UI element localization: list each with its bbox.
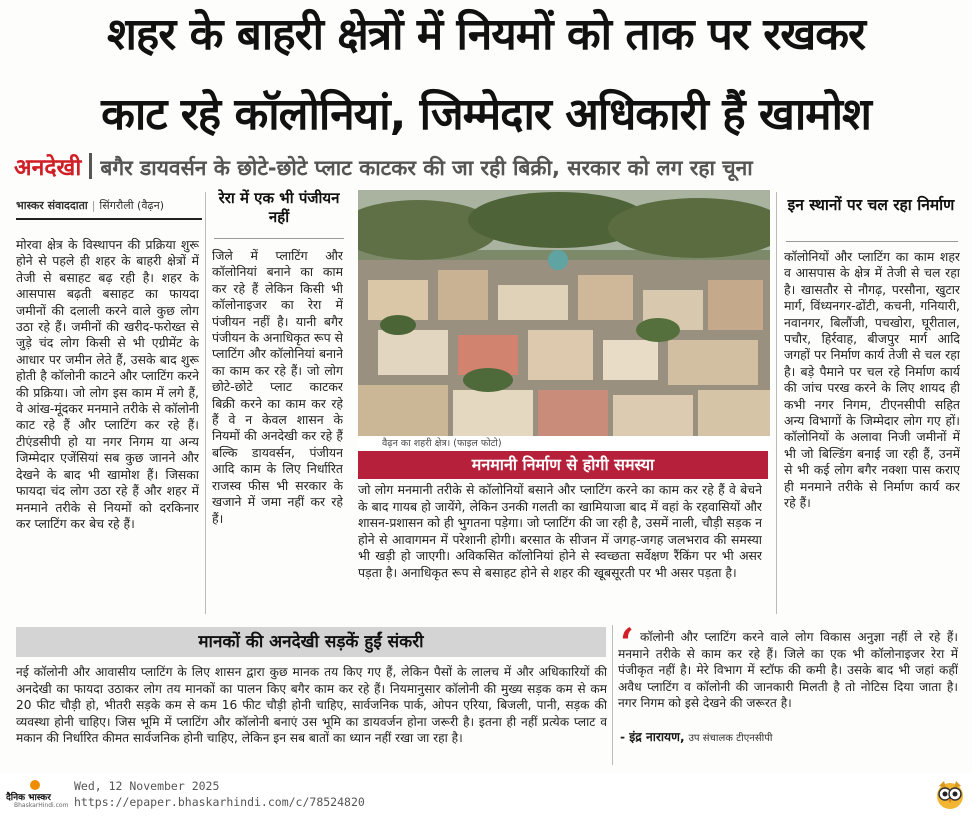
kicker-subhead: बगैर डायवर्सन के छोटे-छोटे प्लाट काटकर की जा रही बिक्री, सरकार को लग रहा चूना — [100, 156, 753, 180]
quote-author-role: उप संचालक टीएनसीपी — [688, 733, 773, 744]
rera-rule — [214, 238, 344, 239]
photo-caption: वैढ़न का शहरी क्षेत्र। (फाइल फोटो) — [358, 436, 770, 451]
headline-line-1: शहर के बाहरी क्षेत्रों में नियमों को ताक पर रखकर — [106, 9, 866, 60]
headline-line-2: काट रहे कॉलोनियां, जिम्मेदार अधिकारी हैं खामोश — [101, 89, 871, 140]
locations-rule — [786, 241, 958, 242]
kicker-divider — [89, 153, 92, 179]
article-column-locations: कॉलोनियों और प्लाटिंग का काम शहर व आसपास के क्षेत्र में तेजी से चल रहा है। खासतौर से नौगढ़, परसौना, खुटार मार्ग, विंध्यनगर-ढोंटी, कचनी, गनियारी, नवानगर, बिलौंजी, पचखोरा, घूरीताल, पचौर, हिर्रवाह, बीजपुर मार्ग आदि जगहों पर निर्माण कार्य तेजी से चल रहा है। बड़े पैमाने पर चल रहे निर्माण कार्य की जांच परख करने के लिए शायद ही कभी नगर निगम, टीएनसीपी सहित अन्य विभागों के जिम्मेदार लोग गए हों। कॉलोनियों के अलावा निजी जमीनों में भी जो बिल्डिंग बनाई जा रही हैं, उनमें से भी कई लोग बगैर नक्शा पास कराए ही मनमाने तरीके से निर्माण कार्य कर रहे हैं। — [784, 249, 960, 511]
quote-mark: ‘ — [620, 620, 634, 667]
column-divider-2 — [776, 192, 777, 614]
column-divider-3 — [612, 625, 613, 765]
footer-meta — [74, 778, 365, 810]
article-column-standards: नई कॉलोनी और आवासीय प्लाटिंग के लिए शासन द्वारा कुछ मानक तय किए गए हैं, लेकिन पैसों के लालच में और अधिकारियों की अनदेखी का फायदा उठाकर लोग तय मानकों का पालन किए बगैर काम कर रहे हैं। नियमानुसार कॉलोनी की मुख्य सड़क कम से कम 20 फीट चौड़ी हो, भीतरी सड़के कम से कम 16 फीट चौड़ी होनी चाहिए, सार्वजनिक पार्क, ओपन एरिया, बिजली, पानी, सड़क की व्यवस्था होनी चाहिए। जिस भूमि में प्लाटिंग और कॉलोनी बनाएं उस भूमि का डायवर्जन होना जरूरी है। इतना ही नहीं प्रत्येक प्लाट व मकान की निर्धारित कीमत सार्वजनिक होनी चाहिए, लेकिन इन सब बातों का ध्यान नहीं रखा जा रहा है। — [16, 665, 607, 746]
byline-rule — [16, 218, 202, 220]
middle-heading-band: मनमानी निर्माण से होगी समस्या — [358, 451, 768, 479]
byline — [16, 198, 164, 213]
logo-sun-dot — [30, 780, 40, 790]
kicker-line — [14, 150, 964, 184]
rera-subheading: रेरा में एक भी पंजीयन नहीं — [218, 189, 340, 226]
logo-text: दैनिक भास्कर — [6, 793, 51, 803]
newspaper-logo-icon[interactable] — [6, 780, 69, 810]
city-photo-illustration — [358, 190, 770, 436]
byline-separator: | — [91, 199, 96, 212]
article-column-intro: मोरवा क्षेत्र के विस्थापन की प्रक्रिया शुरू होने से पहले ही शहर के बाहरी क्षेत्रों में तेजी से बसाहट बढ़ रही है। शहर के आसपास बढ़ती बसाहट का फायदा जमीनों की दलाली करने वाले कुछ लोग उठा रहे हैं। जमीनों की खरीद-फरोख्त से जुड़े चंद लोग किसी से भी एग्रीमेंट के आधार पर जमीन लेते हैं, उसके बाद शुरू होती है कॉलोनी काटने और प्लाटिंग करने की प्रक्रिया। जो लोग इस काम में लगे हैं, वे आंख-मूंदकर मनमाने तरीके से कॉलोनी काट रहे हैं और प्लाटिंग कर रहे हैं। टीएंडसीपी हो या नगर निगम या अन्य जिम्मेदार एजेंसियां सब कुछ जानने और देखने के बाद भी खामोश हैं। जिसका फायदा चंद लोग उठा रहे हैं और शहर में मनमाने तरीके से नियमों को दरकिनार कर प्लाटिंग कर बेच रहे हैं। — [16, 237, 199, 531]
quote-author: - इंद्र नारायण, — [620, 730, 685, 744]
byline-reporter: भास्कर संवाददाता — [16, 199, 88, 212]
column-divider-1 — [205, 192, 206, 614]
logo-small-text: BhaskarHindi.com — [14, 802, 69, 809]
quote-attribution — [620, 728, 772, 745]
quote-text: कॉलोनी और प्लाटिंग करने वाले लोग विकास अनुज्ञा नहीं ले रहे हैं। मनमाने तरीके से काम कर रहे हैं। जिले का एक भी कॉलोनाइजर रेरा में पंजीकृत नहीं है। मेरे विभाग में स्टॉफ की कमी है। उसके बाद भी जहां कहीं अवैध प्लाटिंग व कॉलोनी की जानकारी मिलती है तो नोटिस दिया जाता है। नगर निगम को इसे देखने की जरूरत है। — [618, 630, 958, 711]
owl-icon[interactable] — [934, 778, 966, 810]
bottom-heading-band: मानकों की अनदेखी सड़कें हुईं संकरी — [16, 627, 606, 657]
page-url[interactable]: https://epaper.bhaskarhindi.com/c/78524820 — [74, 795, 365, 809]
locations-subheading: इन स्थानों पर चल रहा निर्माण — [787, 196, 955, 214]
byline-place: सिंगरौली (वैढ़न) — [99, 199, 165, 212]
article-column-problems: जो लोग मनमानी तरीके से कॉलोनियों बसाने और प्लाटिंग करने का काम कर रहे हैं वे बेचने के बाद गायब हो जायेंगे, लेकिन उनकी गलती का खामियाजा बाद में वहां के रहवासियों और शासन-प्रशासन को ही भुगतना पड़ेगा। जो प्लाटिंग की जा रही है, उसमें नाली, चौड़ी सड़क न होने से आवागमन में परेशानी होगी। बरसात के सीजन में जगह-जगह जलभराव की समस्या भी खड़ी हो जाएगी। अविकसित कॉलोनियां होने से स्वच्छता सर्वेक्षण रैंकिंग पर भी असर पड़ता है। अनाधिकृत रूप से बसाहट होने से शहर की खूबसूरती पर भी असर पड़ता है। — [358, 482, 762, 580]
city-photo — [358, 190, 770, 436]
kicker-tag: अनदेखी — [14, 155, 82, 181]
article-column-rera: जिले में प्लाटिंग और कॉलोनियां बनाने का काम कर रहे हैं लेकिन किसी भी कॉलोनाइजर का रेरा में पंजीयन नहीं है। यानी बगैर पंजीयन के अनाधिकृत रूप से प्लाटिंग और कॉलोनियां बनाने का काम कर रहे हैं। जो लोग छोटे-छोटे प्लाट काटकर बिक्री करने का काम कर रहे हैं वे न केवल शासन के नियमों की अनदेखी कर रहे हैं बल्कि डायवर्सन, पंजीयन आदि काम के लिए निर्धारित राजस्व फीस भी सरकार के खजाने में जमा नहीं कर रहे हैं। — [212, 248, 343, 526]
edition-date: Wed, 12 November 2025 — [74, 779, 220, 793]
